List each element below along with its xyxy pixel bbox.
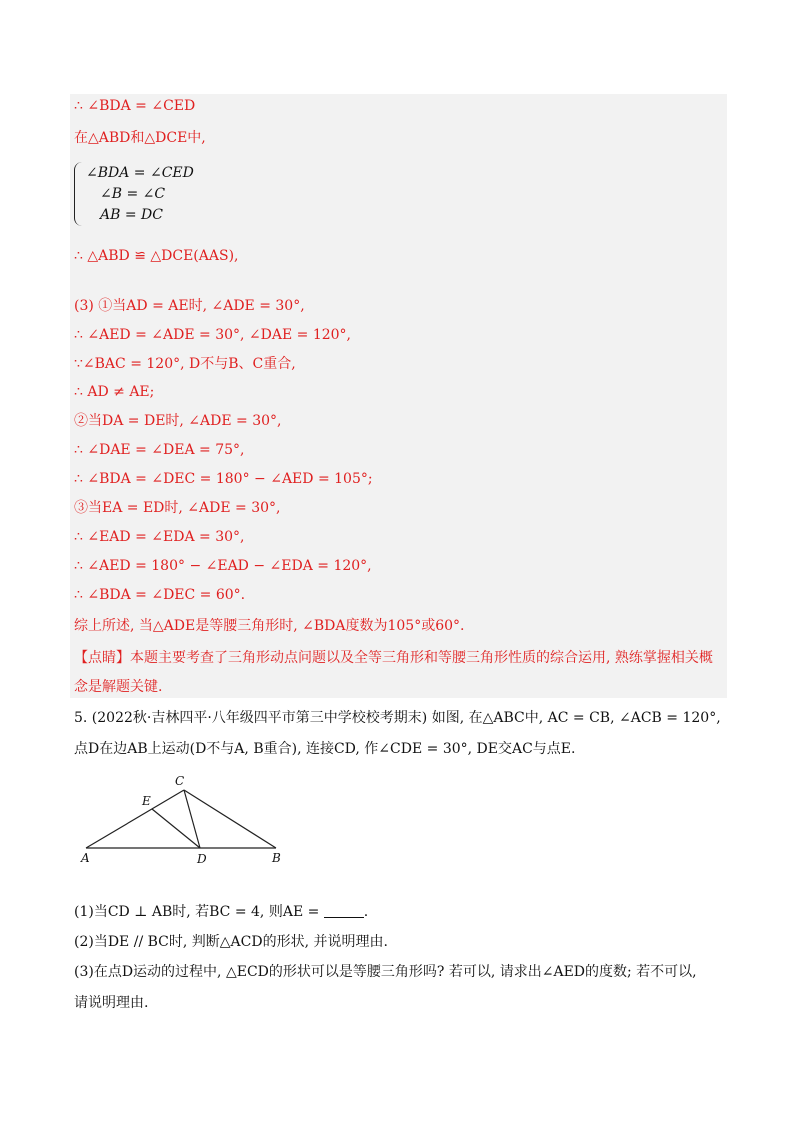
answer-blank[interactable] [324,905,364,918]
problem-line-2: 点D在边AB上运动(D不与A, B重合), 连接CD, 作∠CDE = 30°, DE交AC与点E. [74,741,576,757]
comment-tag: 【点睛】 [74,650,130,666]
solution-line: ∴ ∠BDA = ∠DEC = 180° − ∠AED = 105°; [74,471,373,487]
problem-line-1: 5. (2022秋·吉林四平·八年级四平市第三中学校校考期末) 如图, 在△ABC中, AC = CB, ∠ACB = 120°, [74,710,721,726]
comment-text-1: 本题主要考查了三角形动点问题以及全等三角形和等腰三角形性质的综合运用, 熟练掌握相关概 [130,650,713,666]
solution-line: ∴ ∠BDA = ∠DEC = 60°. [74,587,246,603]
segment-de [152,809,200,848]
brace-line-1: ∠BDA = ∠CED [86,165,194,181]
triangle-figure [74,770,294,866]
solution-panel [70,94,727,698]
solution-line: ③当EA = ED时, ∠ADE = 30°, [74,500,281,516]
solution-line: (3) ①当AD = AE时, ∠ADE = 30°, [74,298,305,314]
solution-line: ②当DA = DE时, ∠ADE = 30°, [74,413,282,429]
label-e: E [142,794,151,808]
label-a: A [81,851,90,865]
brace-bracket [74,162,83,226]
solution-line: ∴ ∠DAE = ∠DEA = 75°, [74,442,245,458]
label-c: C [175,774,185,788]
segment-ac [86,790,184,848]
question-3-line-1: (3)在点D运动的过程中, △ECD的形状可以是等腰三角形吗? 若可以, 请求出∠AED的度数; 若不可以, [74,964,697,980]
comment-line-2: 念是解题关键. [74,679,163,695]
solution-line: ∴ ∠EAD = ∠EDA = 30°, [74,529,245,545]
solution-line: ∴ △ABD ≌ △DCE(AAS), [74,248,239,264]
solution-line: ∴ ∠AED = 180° − ∠EAD − ∠EDA = 120°, [74,558,372,574]
comment-line-1 [74,648,713,668]
solution-line: 在△ABD和△DCE中, [74,130,206,146]
question-1-text: (1)当CD ⊥ AB时, 若BC = 4, 则AE = [74,904,320,920]
brace-line-3: AB = DC [100,207,163,223]
brace-line-2: ∠B = ∠C [100,186,166,202]
solution-line: ∵∠BAC = 120°, D不与B、C重合, [74,356,296,372]
question-1-end: . [363,904,369,920]
question-2: (2)当DE // BC时, 判断△ACD的形状, 并说明理由. [74,934,388,950]
solution-summary: 综上所述, 当△ADE是等腰三角形时, ∠BDA度数为105°或60°. [74,618,465,634]
solution-line: ∴ ∠BDA = ∠CED [74,98,196,114]
solution-line: ∴ AD ≠ AE; [74,384,155,400]
solution-line: ∴ ∠AED = ∠ADE = 30°, ∠DAE = 120°, [74,327,351,343]
label-d: D [197,852,207,866]
question-3-line-2: 请说明理由. [74,995,149,1011]
question-1 [74,902,368,922]
label-b: B [272,851,281,865]
